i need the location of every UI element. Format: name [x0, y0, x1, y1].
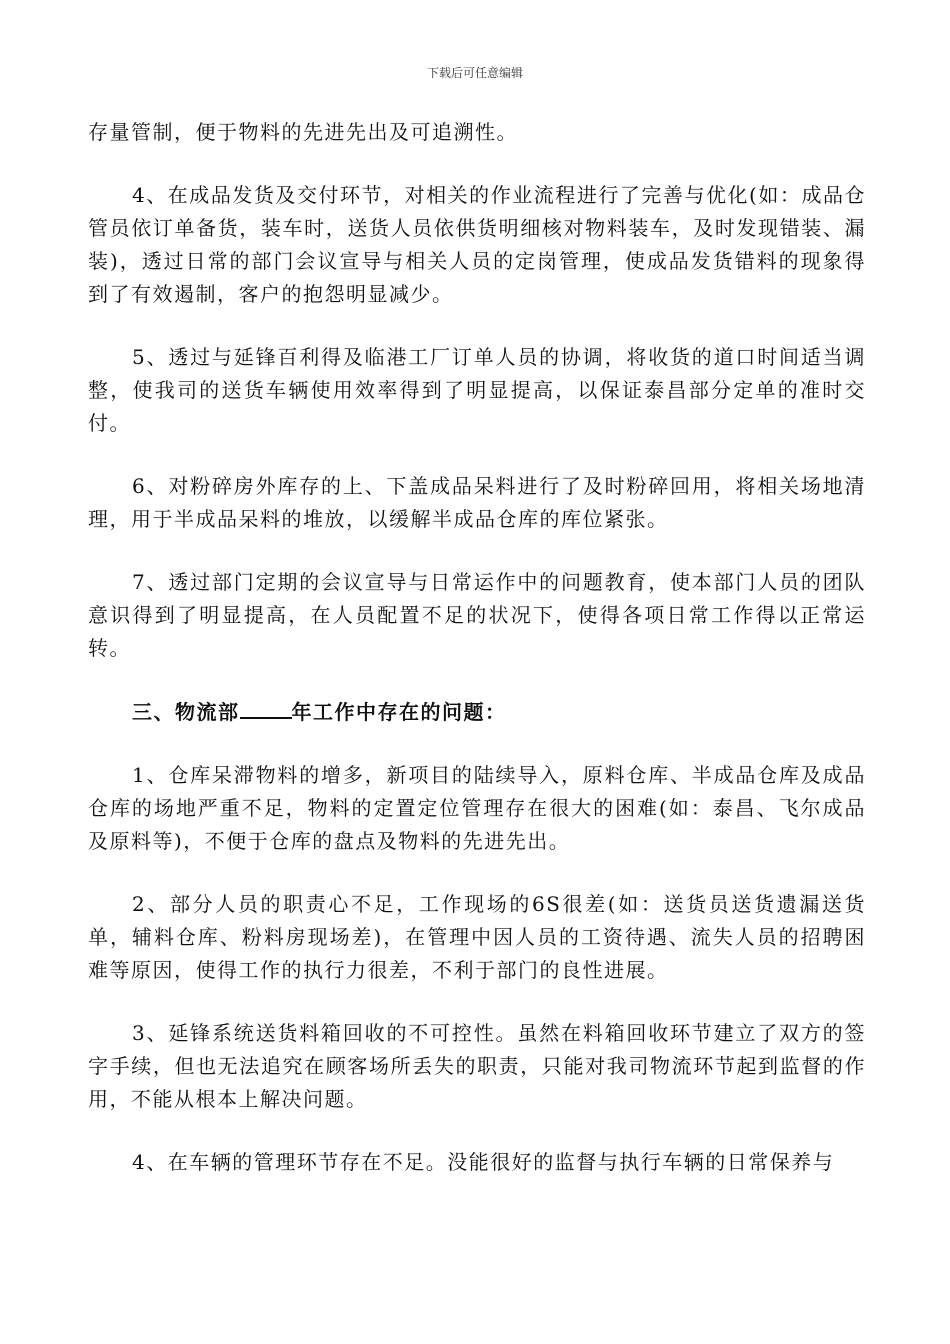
- document-body: [88, 116, 866, 1209]
- paragraph-item-5: 5、透过与延锋百利得及临港工厂订单人员的协调，将收货的道口时间适当调整，使我司的送货车辆使用效率得到了明显提高，以保证泰昌部分定单的准时交付。: [88, 345, 866, 435]
- issue-item-3: 3、延锋系统送货料箱回收的不可控性。虽然在料箱回收环节建立了双方的签字手续，但也无法追究在顾客场所丢失的职责，只能对我司物流环节起到监督的作用，不能从根本上解决问题。: [88, 1021, 866, 1111]
- section-heading-prefix: 三、物流部: [132, 700, 240, 724]
- page-header: 下载后可任意编辑: [426, 66, 523, 80]
- paragraph-continuation: 存量管制，便于物料的先进先出及可追溯性。: [88, 120, 518, 144]
- section-heading-suffix: 年工作中存在的问题：: [291, 700, 507, 724]
- issue-item-4: 4、在车辆的管理环节存在不足。没能很好的监督与执行车辆的日常保养与: [132, 1150, 835, 1174]
- issue-item-2: 2、部分人员的职责心不足，工作现场的6S很差(如：送货员送货遗漏送货单，辅料仓库、粉料房现场差)，在管理中因人员的工资待遇、流失人员的招聘困难等原因，使得工作的执行力很差，不利于部门的良性进展。: [88, 892, 866, 982]
- section-heading: [88, 695, 866, 729]
- paragraph-item-4: 4、在成品发货及交付环节，对相关的作业流程进行了完善与优化(如：成品仓管员依订单备货，装车时，送货人员依供货明细核对物料装车，及时发现错装、漏装)，透过日常的部门会议宣导与相关人员的定岗管理，使成品发货错料的现象得到了有效遏制，客户的抱怨明显减少。: [88, 183, 866, 306]
- blank-underline: [240, 695, 292, 719]
- paragraph-item-6: 6、对粉碎房外库存的上、下盖成品呆料进行了及时粉碎回用，将相关场地清理，用于半成品呆料的堆放，以缓解半成品仓库的库位紧张。: [88, 474, 866, 531]
- issue-item-1: 1、仓库呆滞物料的增多，新项目的陆续导入，原料仓库、半成品仓库及成品仓库的场地严重不足，物料的定置定位管理存在很大的困难(如：泰昌、飞尔成品及原料等)，不便于仓库的盘点及物料的先进先出。: [88, 763, 866, 853]
- paragraph-item-7: 7、透过部门定期的会议宣导与日常运作中的问题教育，使本部门人员的团队意识得到了明显提高，在人员配置不足的状况下，使得各项日常工作得以正常运转。: [88, 570, 866, 660]
